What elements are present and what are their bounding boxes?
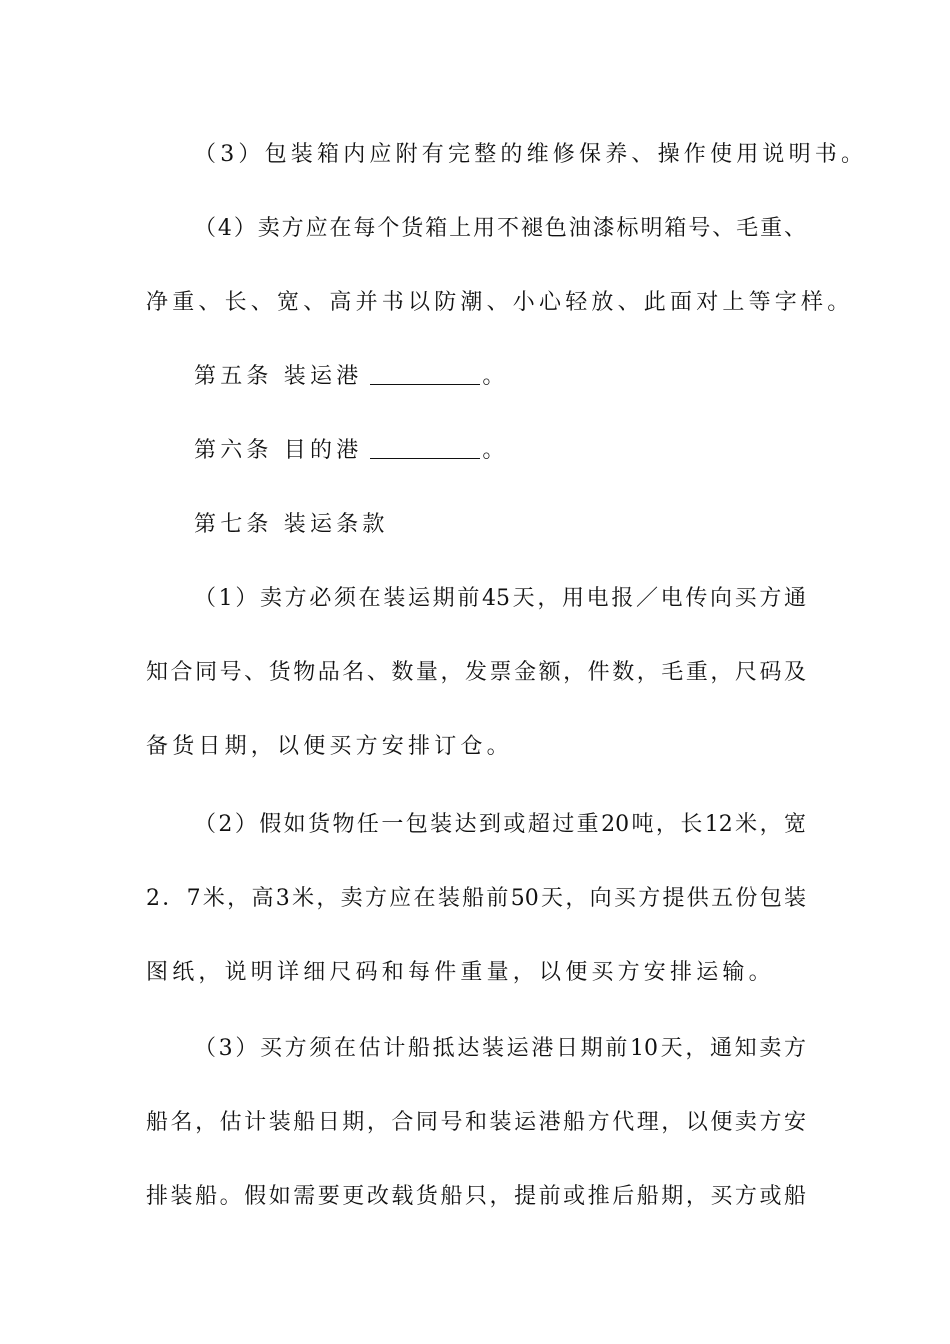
paragraph-line: 净重、长、宽、高并书以防潮、小心轻放、此面对上等字样。 [146, 290, 854, 315]
loading-port-blank [370, 364, 480, 385]
paragraph-line: （2）假如货物任一包装达到或超过重20吨，长12米，宽 [194, 812, 806, 837]
article-5-label: 第五条 装运港 [194, 364, 363, 389]
paragraph-line: 排装船。假如需要更改载货船只，提前或推后船期，买方或船 [146, 1184, 806, 1209]
paragraph-line: （3）包装箱内应附有完整的维修保养、操作使用说明书。 [194, 142, 868, 167]
article-6-label: 第六条 目的港 [194, 438, 363, 463]
paragraph-line: （4）卖方应在每个货箱上用不褪色油漆标明箱号、毛重、 [194, 216, 806, 241]
paragraph-line: 2．7米，高3米，卖方应在装船前50天，向买方提供五份包装 [146, 886, 806, 911]
paragraph-line: 图纸，说明详细尺码和每件重量，以便买方安排运输。 [146, 960, 775, 985]
article-5-line [194, 362, 806, 392]
destination-port-blank [370, 438, 480, 459]
article-5-end: 。 [482, 364, 509, 389]
paragraph-line: （3）买方须在估计船抵达装运港日期前10天，通知卖方 [194, 1036, 806, 1061]
article-6-line [194, 436, 806, 466]
article-7-heading: 第七条 装运条款 [194, 512, 389, 537]
article-6-end: 。 [482, 438, 509, 463]
paragraph-line: （1）卖方必须在装运期前45天，用电报／电传向买方通 [194, 586, 806, 611]
paragraph-line: 船名，估计装船日期，合同号和装运港船方代理，以便卖方安 [146, 1110, 806, 1135]
paragraph-line: 备货日期，以便买方安排订仓。 [146, 734, 513, 759]
paragraph-line: 知合同号、货物品名、数量，发票金额，件数，毛重，尺码及 [146, 660, 806, 685]
